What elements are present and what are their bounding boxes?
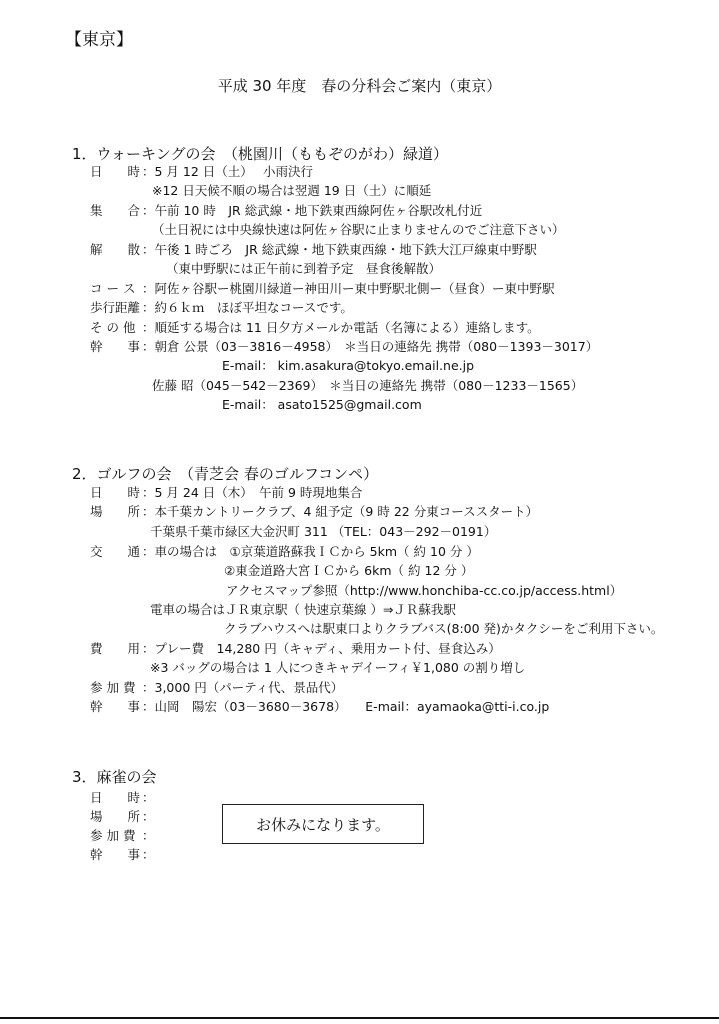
walking-organizer-2-email[interactable]: E-mail： asato1525@gmail.com: [222, 397, 422, 412]
walking-organizer-label: 幹 事: [90, 339, 141, 354]
page-title: 平成 30 年度 春の分科会ご案内（東京）: [217, 77, 502, 95]
walking-meet-value: ：午前 10 時 JR 総武線・地下鉄東西線阿佐ヶ谷駅改札付近: [142, 203, 483, 218]
section-golf-heading: 2．ゴルフの会 （青芝会 春のゴルフコンペ）: [72, 465, 379, 483]
walking-date-note: ※12 日天候不順の場合は翌週 19 日（土）に順延: [152, 183, 432, 198]
golf-transport-bus: クラブハウスへは駅東口よりクラブバス(8:00 発)かタクシーをご利用下さい。: [224, 621, 664, 636]
golf-access-map-link[interactable]: アクセスマップ参照（http://www.honchiba-cc.co.jp/access.html）: [226, 583, 623, 598]
walking-date-label: 日 時: [90, 164, 141, 179]
golf-transport-label: 交 通: [90, 544, 141, 559]
mahjong-fee-label: 参 加 費: [90, 828, 136, 843]
section-walking-heading: 1．ウォーキングの会 （桃園川（ももぞのがわ）緑道）: [72, 145, 448, 163]
golf-organizer-label: 幹 事: [90, 699, 141, 714]
mahjong-cancel-notice: お休みになります。: [222, 804, 424, 844]
mahjong-date-value: ：: [142, 790, 155, 805]
golf-place-address: 千葉県千葉市緑区大金沢町 311 （TEL：043－292－0191）: [150, 524, 497, 539]
walking-course-value: ：阿佐ヶ谷駅ー桃園川緑道ー神田川ー東中野駅北側ー（昼食）ー東中野駅: [142, 281, 555, 296]
mahjong-date-label: 日 時: [90, 790, 141, 805]
section-mahjong-heading: 3．麻雀の会: [72, 768, 157, 786]
golf-entry-fee-value: ：3,000 円（パーティ代、景品代）: [142, 680, 344, 695]
mahjong-organizer-label: 幹 事: [90, 847, 141, 862]
walking-other-label: そ の 他: [90, 320, 136, 335]
golf-organizer-value[interactable]: ：山岡 陽宏（03－3680－3678） E-mail：ayamaoka@tti-i.co.jp: [142, 699, 550, 714]
golf-transport-car-1: ：車の場合は ①京葉道路蘇我ＩＣから 5km（ 約 10 分 ）: [142, 544, 479, 559]
golf-date-label: 日 時: [90, 485, 141, 500]
walking-organizer-1: ：朝倉 公景（03－3816－4958） ＊当日の連絡先 携帯（080－1393－3017）: [142, 339, 599, 354]
walking-dismiss-note: （東中野駅には正午前に到着予定 昼食後解散）: [166, 261, 442, 276]
walking-organizer-2: 佐藤 昭（045－542－2369） ＊当日の連絡先 携帯（080－1233－1565）: [152, 378, 584, 393]
mahjong-fee-value: ：: [142, 828, 155, 843]
walking-meet-note: （土日祝には中央線快速は阿佐ヶ谷駅に止まりませんのでご注意下さい）: [152, 222, 565, 237]
mahjong-organizer-value: ：: [142, 847, 155, 862]
mahjong-place-label: 場 所: [90, 809, 141, 824]
walking-course-label: コ ー ス: [90, 281, 136, 296]
golf-date-value: ：5 月 24 日（木） 午前 9 時現地集合: [142, 485, 363, 500]
walking-date-value: ：5 月 12 日（土） 小雨決行: [142, 164, 314, 179]
golf-fee-note: ※3 バッグの場合は 1 人につきキャデイーフィ￥1,080 の割り増し: [150, 660, 526, 675]
walking-dismiss-value: ：午後 1 時ごろ JR 総武線・地下鉄東西線・地下鉄大江戸線東中野駅: [142, 242, 537, 257]
golf-transport-car-2: ②東金道路大宮ＩＣから 6km（ 約 12 分 ）: [224, 563, 474, 578]
golf-entry-fee-label: 参 加 費: [90, 680, 136, 695]
walking-meet-label: 集 合: [90, 203, 141, 218]
golf-fee-value: ：プレー費 14,280 円（キャディ、乗用カート付、昼食込み）: [142, 641, 501, 656]
walking-organizer-1-email[interactable]: E-mail： kim.asakura@tokyo.email.ne.jp: [222, 358, 475, 373]
location-tag: 【東京】: [65, 30, 133, 50]
page-bottom-rule: [0, 1017, 719, 1019]
walking-distance-value: ：約６ｋｍ ほぼ平坦なコースです。: [142, 300, 353, 315]
golf-place-value: ：本千葉カントリークラブ、4 組予定（9 時 22 分東コーススタート）: [142, 504, 539, 519]
golf-transport-train: 電車の場合はＪＲ東京駅（ 快速京葉線 ）⇒ＪＲ蘇我駅: [150, 602, 456, 617]
golf-place-label: 場 所: [90, 504, 141, 519]
golf-fee-label: 費 用: [90, 641, 141, 656]
walking-other-value: ：順延する場合は 11 日夕方メールか電話（名簿による）連絡します。: [142, 320, 540, 335]
walking-dismiss-label: 解 散: [90, 242, 141, 257]
mahjong-place-value: ：: [142, 809, 155, 824]
walking-distance-label: 歩行距離: [90, 300, 141, 315]
